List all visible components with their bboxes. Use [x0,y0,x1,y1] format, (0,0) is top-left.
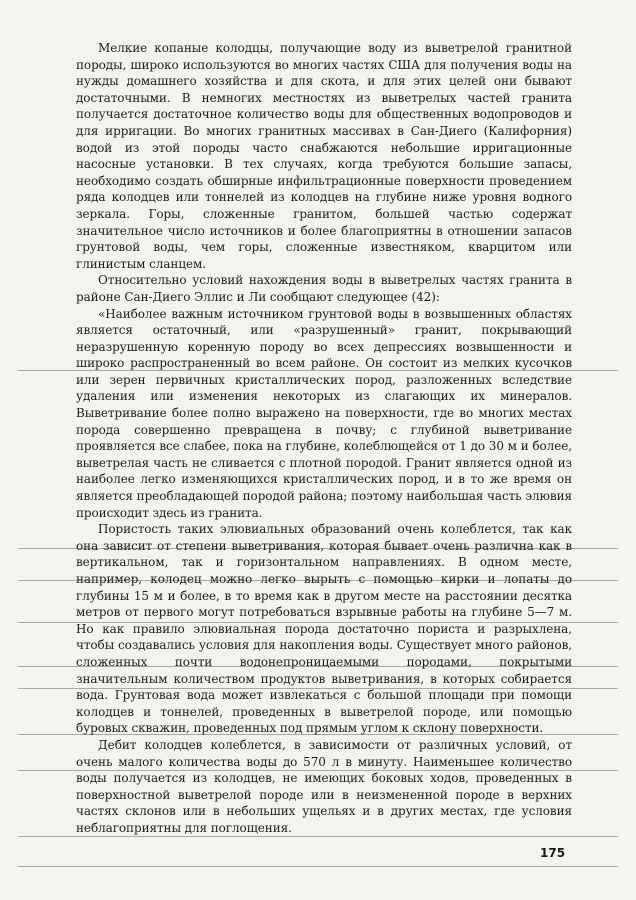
body-text [76,40,572,837]
paragraph: Мелкие копаные колодцы, получающие воду из выветрелой гранитной породы, широко используются во многих частях США для получения воды на нужды домашнего хозяйства и для скота, и для этих целей они бывают достаточными. В немногих местностях из выветрелых частей гранита получается достаточное количество воды для общественных водопроводов и для ирригации. Во многих гранитных массивах в Сан-Диего (Калифорния) водой из этой породы часто снабжаются небольшие ирригационные насосные установки. В тех случаях, когда требуются большие запасы, необходимо создать обширные инфильтрационные поверхности проведением ряда колодцев или тоннелей из колодцев на глубине ниже уровня водного зеркала. Горы, сложенные гранитом, большей частью содержат значительное число источников и более благоприятны в отношении запасов грунтовой воды, чем горы, сложенные известняком, кварцитом или глинистым сланцем. [76,41,572,271]
paragraph: Пористость таких элювиальных образований очень колеблется, так как она зависит от степени выветривания, которая бывает очень различна как в вертикальном, так и горизонтальном направлениях. В одном месте, например, колодец можно легко вырыть с помощью кирки и лопаты до глубины 15 м и более, в то время как в другом месте на расстоянии десятка метров от первого могут потребоваться взрывные работы на глубине 5—7 м. Но как правило элювиальная порода достаточно пориста и разрыхлена, чтобы создавались условия для накопления воды. Существует много районов, сложенных почти водонепроницаемыми породами, покрытыми значительным количеством продуктов выветривания, в которых собирается вода. Грунтовая вода может извлекаться с большой площади при помощи колодцев и тоннелей, проведенных в выветрелой породе, или помощью буровых скважин, проведенных под прямым углом к склону поверхности. [76,522,572,736]
paragraph: Дебит колодцев колеблется, в зависимости от различных условий, от очень малого количества воды до 570 л в минуту. Наименьшее количество воды получается из колодцев, не имеющих боковых ходов, проведенных в поверхностной выветрелой породе или в неизмененной породе в верхних частях склонов или в небольших ущельях и в других местах, где условия неблагоприятны для поглощения. [76,737,572,835]
paragraph: Относительно условий нахождения воды в выветрелых частях гранита в районе Сан-Диего Эллис и Ли сообщают следующее (42): [76,273,572,304]
scan-line [18,866,618,867]
page-number: 175 [540,846,566,860]
quote-paragraph: «Наиболее важным источником грунтовой воды в возвышенных областях является остаточный, или «разрушенный» гранит, покрывающий неразрушенную коренную породу во всех депрессиях возвышенности и широко распространенный во всем районе. Он состоит из мелких кусочков или зерен первичных кристаллических пород, разложенных вследствие удаления или изменения некоторых из слагающих их минералов. Выветривание более полно выражено на поверхности, где во многих местах порода совершенно превращена в почву; с глубиной выветривание проявляется все слабее, пока на глубине, колеблющейся от 1 до 30 м и более, выветрелая часть не сливается с плотной породой. Гранит является одной из наиболее легко изменяющихся кристаллических пород, и в то же время он является преобладающей породой района; поэтому наибольшая часть элювия происходит здесь из гранита. [76,306,572,520]
